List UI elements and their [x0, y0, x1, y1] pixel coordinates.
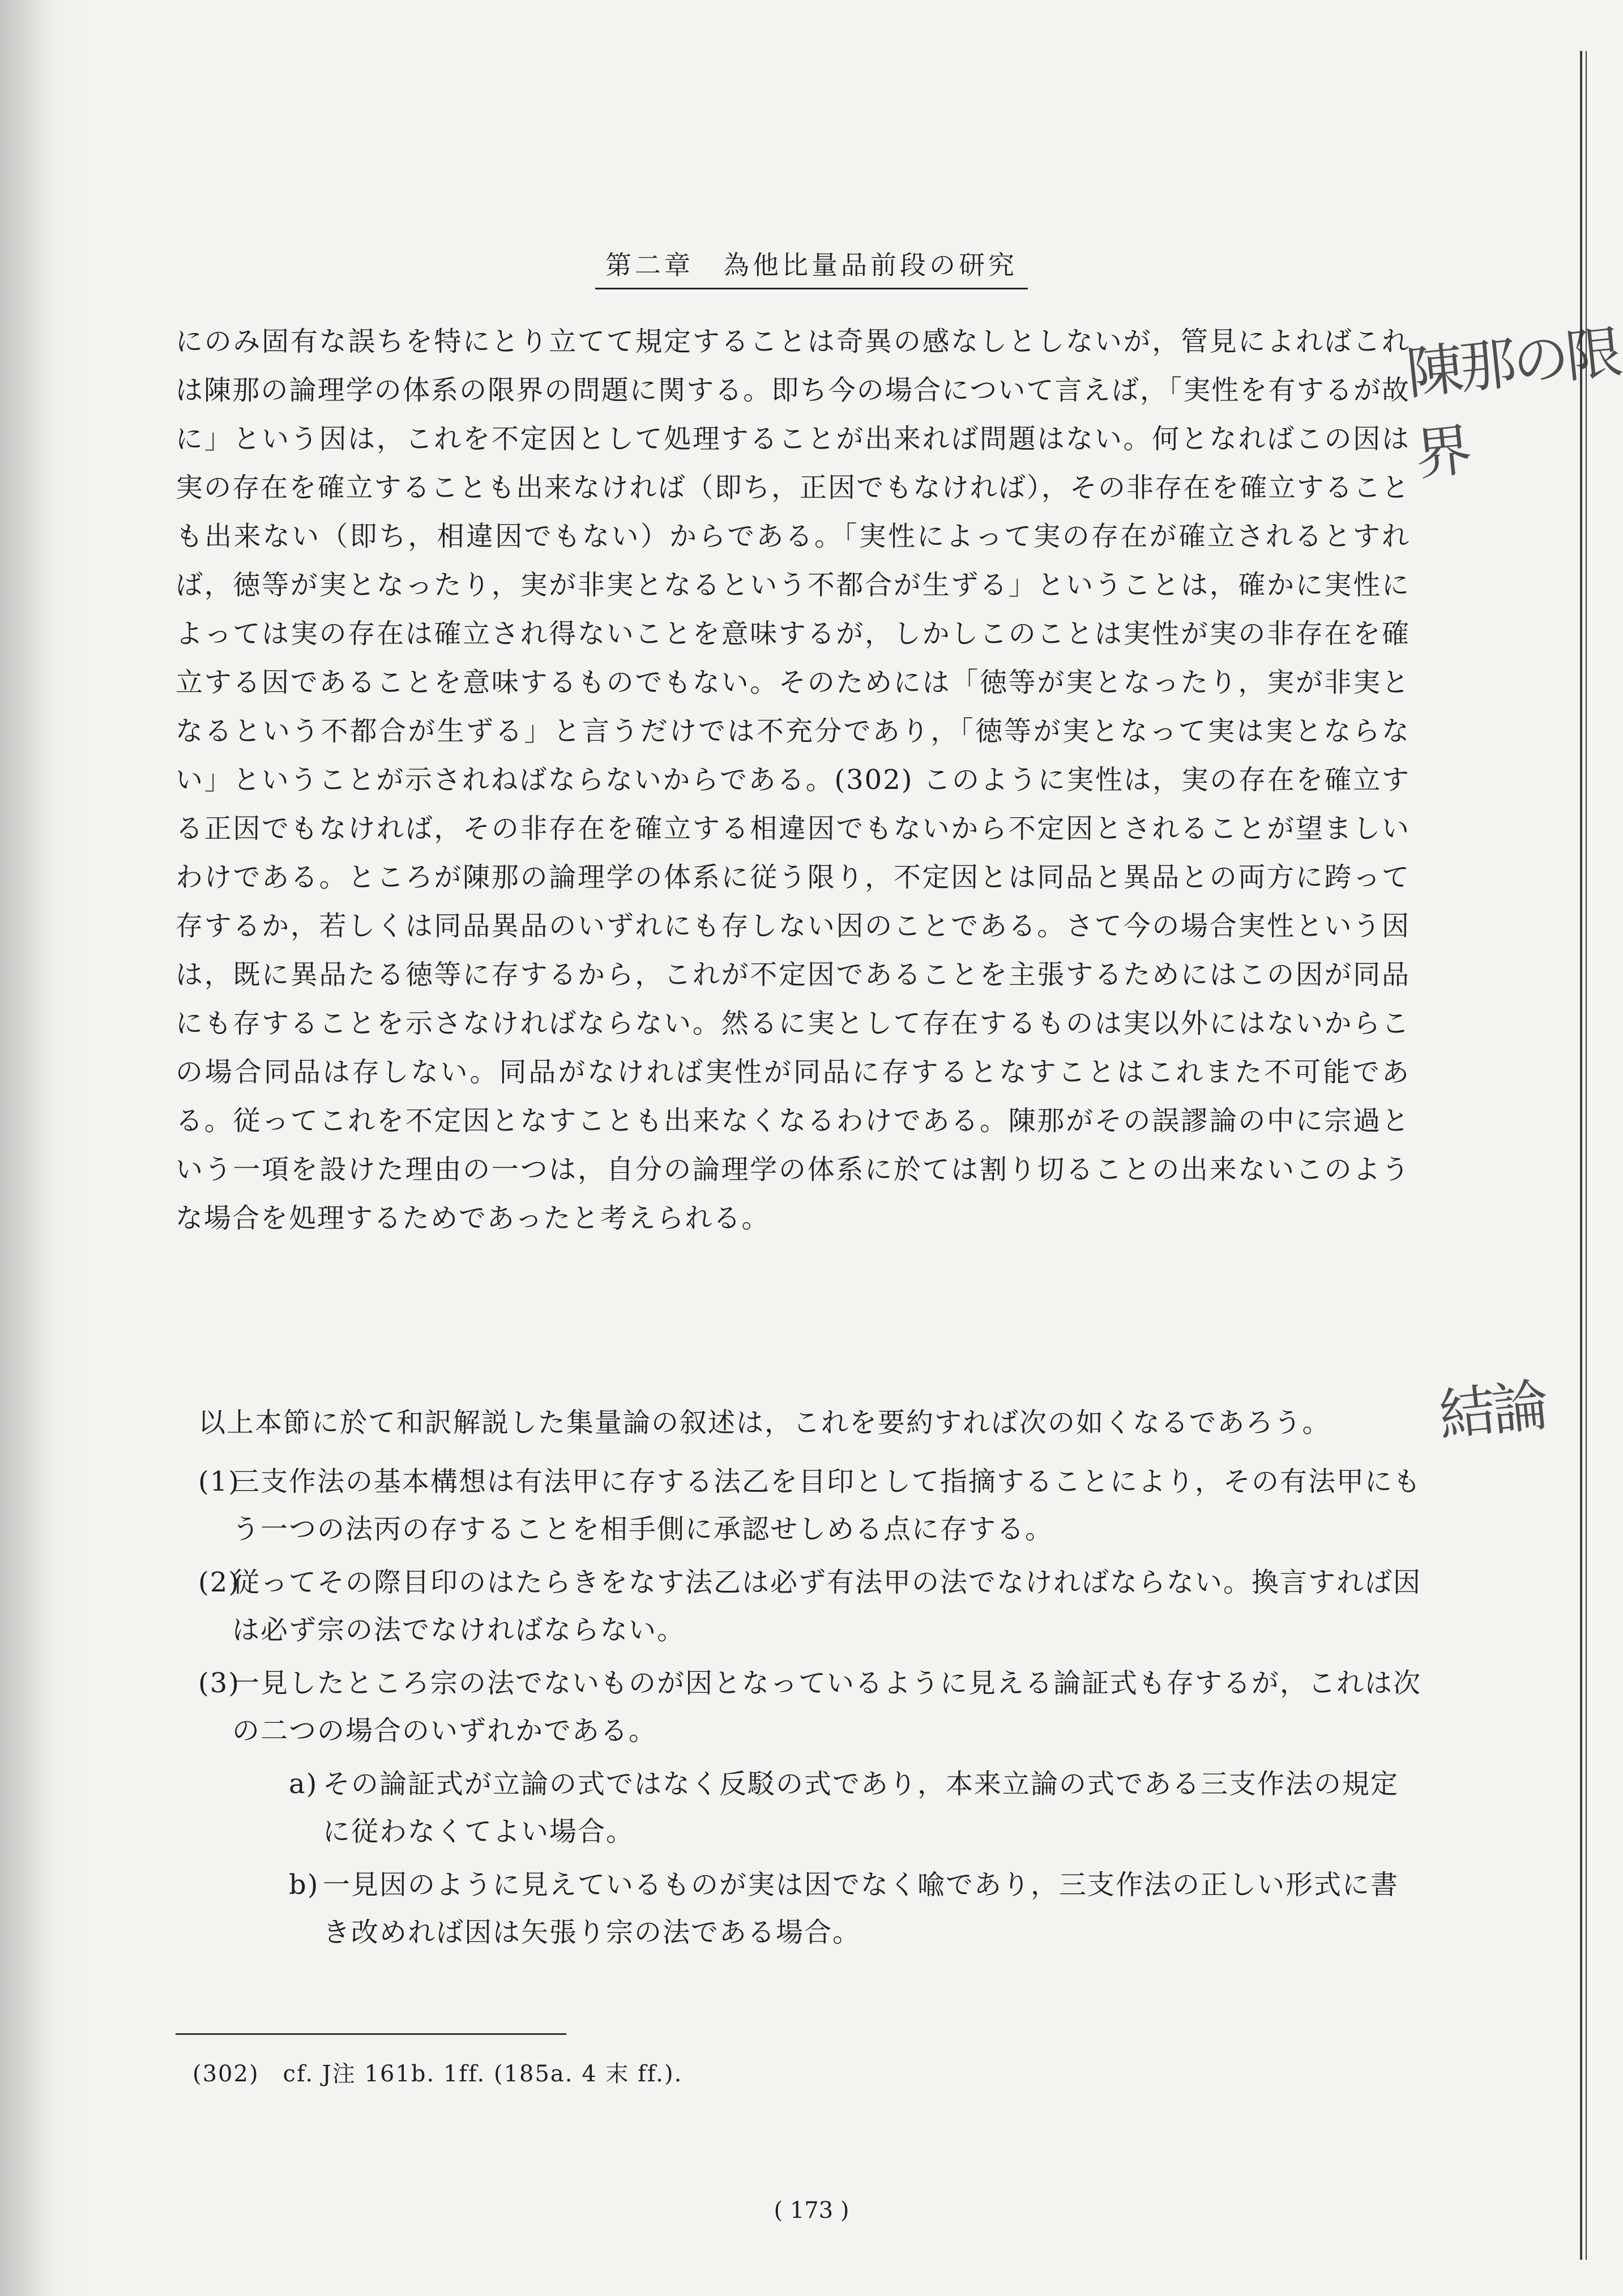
subitem-letter: b) [289, 1869, 319, 1901]
subitem-text: その論証式が立論の式ではなく反駁の式であり，本来立論の式である三支作法の規定に従わなくてよい場合。 [323, 1768, 1399, 1847]
scan-edge-shadow [0, 0, 91, 2296]
summary-section [176, 1399, 1421, 1962]
subitem-text: 一見因のように見えているものが実は因でなく喩であり，三支作法の正しい形式に書き改めれば因は矢張り宗の法である場合。 [323, 1869, 1399, 1948]
subitem-letter: a) [289, 1768, 318, 1800]
item-text: 三支作法の基本構想は有法甲に存する法乙を目印として指摘することにより，その有法甲にもう一つの法丙の存することを相手側に承認せしめる点に存する。 [232, 1466, 1422, 1545]
summary-subitem [176, 1861, 1421, 1956]
item-number: (2) [198, 1567, 240, 1598]
item-text: 一見したところ宗の法でないものが因となっているように見える論証式も存するが，これは次の二つの場合のいずれかである。 [232, 1667, 1422, 1747]
summary-item [176, 1559, 1421, 1654]
summary-subitem [176, 1760, 1421, 1855]
handwritten-note-summary: 結論 [1436, 1372, 1549, 1449]
running-head [0, 245, 1623, 289]
footnote: (302) cf. J注 161b. 1ff. (185a. 4 末 ff.). [193, 2061, 683, 2087]
handwritten-note-margin: 陳那の限界 [1403, 319, 1622, 488]
summary-item [176, 1659, 1421, 1755]
chapter-title: 第二章 為他比量品前段の研究 [595, 245, 1028, 289]
item-text: 従ってその際目印のはたらきをなす法乙は必ず有法甲の法でなければならない。換言すれば因は必ず宗の法でなければならない。 [232, 1567, 1422, 1646]
item-number: (3) [198, 1667, 240, 1699]
footnote-divider [176, 2033, 566, 2035]
summary-item [176, 1458, 1421, 1553]
page-number: ( 173 ) [774, 2197, 849, 2224]
item-number: (1) [198, 1466, 240, 1497]
summary-intro: 以上本節に於て和訳解説した集量論の叙述は，これを要約すれば次の如くなるであろう。 [198, 1407, 1331, 1439]
main-paragraph: にのみ固有な誤ちを特にとり立てて規定することは奇異の感なしとしないが，管見によればこれは陳那の論理学の体系の限界の問題に関する。即ち今の場合について言えば，「実性を有するが故に」という因は，これを不定因として処理することが出来れば問題はない。何となればこの因は実の存在を確立することも出来なければ（即ち，正因でもなければ），その非存在を確立することも出来ない（即ち，相違因でもない）からである。「実性によって実の存在が確立されるとすれば，徳等が実となったり，実が非実となるという不都合が生ずる」ということは，確かに実性によっては実の存在は確立され得ないことを意味するが，しかしこのことは実性が実の非存在を確立する因であることを意味するものでもない。そのためには「徳等が実となったり，実が非実となるという不都合が生ずる」と言うだけでは不充分であり，「徳等が実となって実は実とならない」ということが示されねばならないからである。(302) このように実性は，実の存在を確立する正因でもなければ，その非存在を確立する相違因でもないから不定因とされることが望ましいわけである。ところが陳那の論理学の体系に従う限り，不定因とは同品と異品との両方に跨って存するか，若しくは同品異品のいずれにも存しない因のことである。さて今の場合実性という因は，既に異品たる徳等に存するから，これが不定因であることを主張するためにはこの因が同品にも存することを示さなければならない。然るに実として存在するものは実以外にはないからこの場合同品は存しない。同品がなければ実性が同品に存するとなすことはこれまた不可能である。従ってこれを不定因となすことも出来なくなるわけである。陳那がその誤謬論の中に宗過という一項を設けた理由の一つは，自分の論理学の体系に於ては割り切ることの出来ないこのような場合を処理するためであったと考えられる。 [176, 326, 1410, 1234]
